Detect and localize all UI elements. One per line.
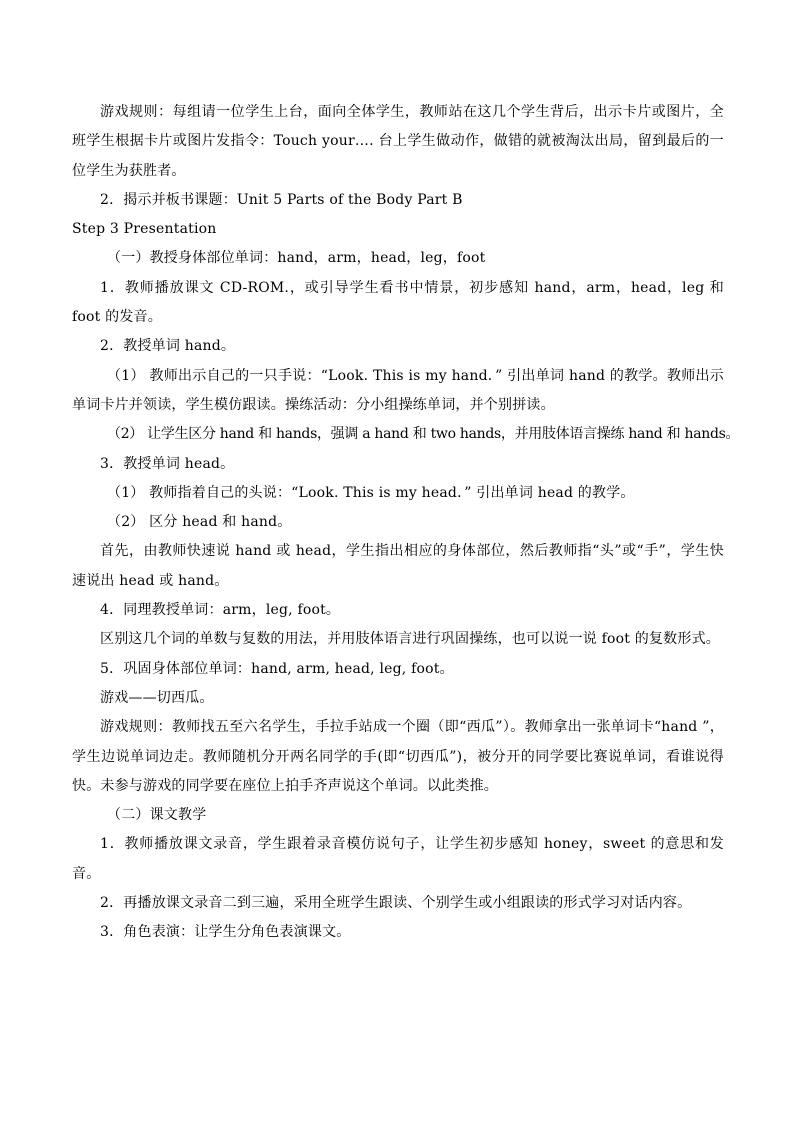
paragraph-head-hand-drill: 首先，由教师快速说 hand 或 head，学生指出相应的身体部位，然后教师指“头”或“手”，学生快速说出 head 或 hand。 <box>72 543 724 589</box>
paragraph-game-name: 游戏——切西瓜。 <box>100 689 214 706</box>
paragraph-game-rules-1: 游戏规则：每组请一位学生上台，面向全体学生，教师站在这几个学生背后，出示卡片或图片，全班学生根据卡片或图片发指令：Touch your…. 台上学生做动作，做错的就被淘汰出局，留到最后的一位学生为获胜者。 <box>72 104 724 179</box>
paragraph-plural-usage: 区别这几个词的单数与复数的用法，并用肢体语言进行巩固操练，也可以说一说 foot 的复数形式。 <box>100 631 720 648</box>
paragraph-sub-item-2-1: （1） 教师出示自己的一只手说：“Look. This is my hand．” 引出单词 hand 的教学。教师出示单词卡片并领读，学生模仿跟读。操练活动：分小组操练单词，并个别拼读。 <box>72 367 724 413</box>
paragraph-lesson-title: 2．揭示并板书课题：Unit 5 Parts of the Body Part B <box>100 191 463 208</box>
paragraph-text-item-2: 2．再播放课文录音二到三遍，采用全班学生跟读、个别学生或小组跟读的形式学习对话内容。 <box>100 895 692 912</box>
paragraph-game-rules-2: 游戏规则：教师找五至六名学生，手拉手站成一个圈（即“西瓜”）。教师拿出一张单词卡“hand ”，学生边说单词边走。教师随机分开两名同学的手(即“切西瓜”)，被分开的同学要比赛说单词，看谁说得快。未参与游戏的同学要在座位上拍手齐声说这个单词。以此类推。 <box>72 719 724 794</box>
paragraph-item-3: 3．教授单词 head。 <box>100 455 235 472</box>
paragraph-sub-item-3-1: （1） 教师指着自己的头说：“Look. This is my head．” 引出单词 head 的教学。 <box>107 484 635 501</box>
section-heading-text-teaching: （二）课文教学 <box>107 807 207 824</box>
paragraph-text-item-1: 1．教师播放课文录音，学生跟着录音模仿说句子，让学生初步感知 honey，sweet 的意思和发音。 <box>72 836 724 882</box>
paragraph-item-4: 4．同理教授单词：arm，leg, foot。 <box>100 602 341 619</box>
paragraph-item-5: 5．巩固身体部位单词：hand, arm, head, leg, foot。 <box>100 660 454 677</box>
paragraph-sub-item-3-2: （2） 区分 head 和 hand。 <box>107 514 292 531</box>
document-body <box>72 98 740 948</box>
section-heading-body-parts: （一）教授身体部位单词：hand，arm，head，leg，foot <box>107 250 486 267</box>
paragraph-text-item-3: 3．角色表演：让学生分角色表演课文。 <box>100 924 351 941</box>
paragraph-sub-item-2-2: （2） 让学生区分 hand 和 hands，强调 a hand 和 two hands，并用肢体语言操练 hand 和 hands。 <box>107 426 740 443</box>
paragraph-item-2: 2．教授单词 hand。 <box>100 338 236 355</box>
paragraph-item-1: 1．教师播放课文 CD-ROM.，或引导学生看书中情景，初步感知 hand，arm，head，leg 和 foot 的发音。 <box>72 279 724 326</box>
step-heading-presentation: Step 3 Presentation <box>72 221 217 238</box>
